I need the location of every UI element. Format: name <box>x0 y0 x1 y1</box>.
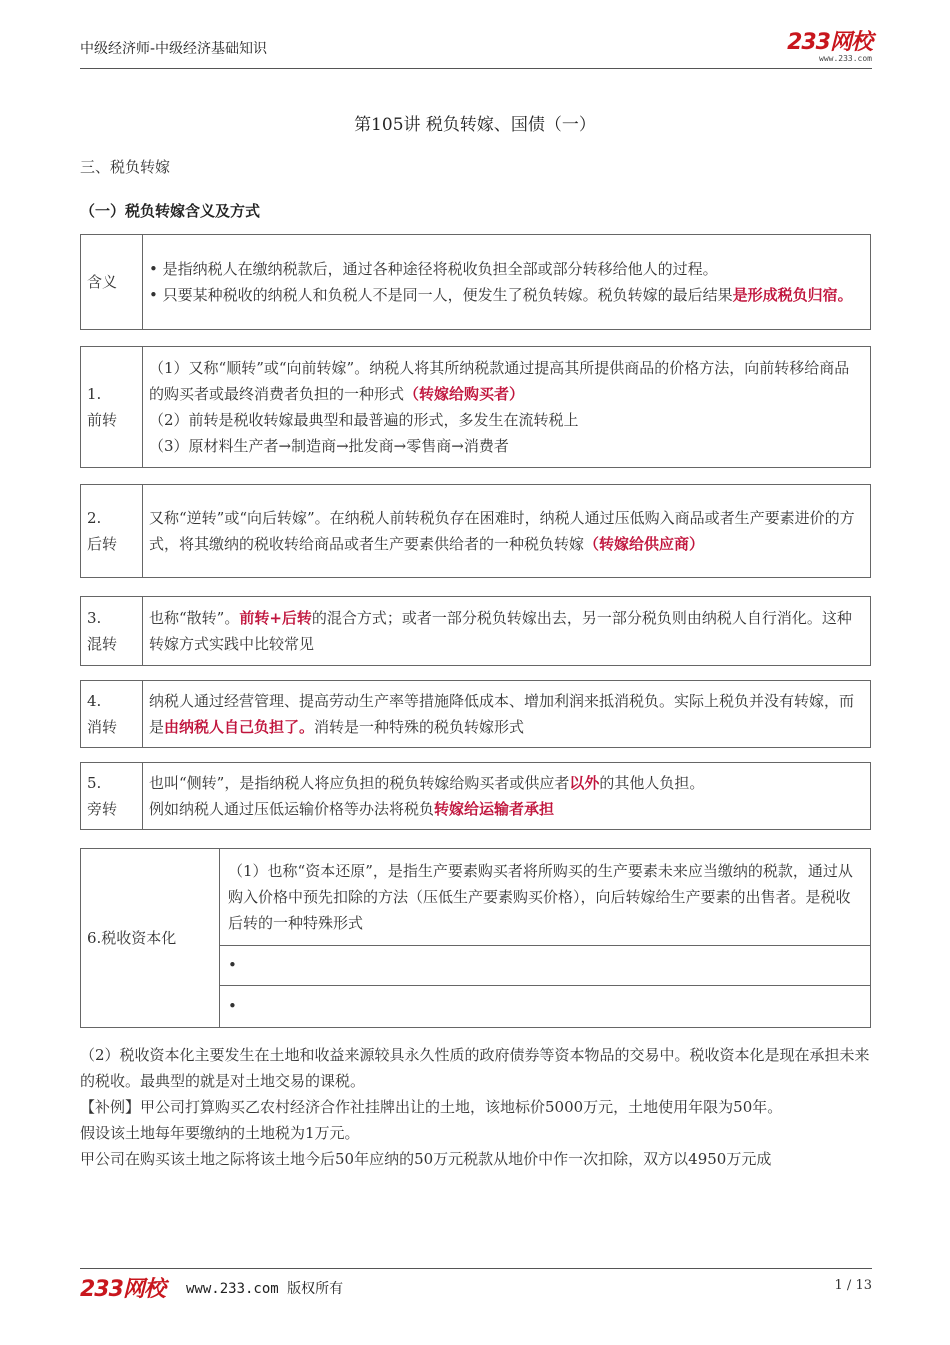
page-footer <box>80 1272 872 1302</box>
definition-line-2 <box>149 282 864 308</box>
backward-shift-table <box>80 484 871 578</box>
digest-shift-highlight: 由纳税人自己负担了。 <box>164 718 315 736</box>
paragraph-1: （2）税收资本化主要发生在土地和收益来源较具永久性质的政府债券等资本物品的交易中。税收资本化是现在承担未来的税收。最典型的就是对土地交易的课税。 <box>80 1046 870 1090</box>
forward-shift-highlight: （转嫁给购买者） <box>404 385 525 403</box>
side-shift-content <box>143 763 871 830</box>
tax-capitalization-point-1: （1）也称“资本还原”，是指生产要素购买者将所购买的生产要素未来应当缴纳的税款，通过从购入价格中预先扣除的方法（压低生产要素购买价格），向后转嫁给生产要素的出售者。是税收后转的一种特殊形式 <box>220 849 871 946</box>
paragraph-3: 假设该土地每年要缴纳的土地税为1万元。 <box>80 1124 360 1142</box>
footer-copyright: www.233.com 版权所有 <box>186 1281 344 1297</box>
forward-shift-point-2: （2）前转是税收转嫁最典型和最普遍的形式，多发生在流转税上 <box>149 411 579 429</box>
digest-shift-text-b: 消转是一种特殊的税负转嫁形式 <box>314 718 525 736</box>
digest-shift-table <box>80 680 871 748</box>
backward-shift-content <box>143 485 871 578</box>
side-shift-line-1 <box>149 770 864 796</box>
forward-shift-point-3: （3）原材料生产者→制造商→批发商→零售商→消费者 <box>149 437 509 455</box>
forward-shift-table <box>80 346 871 468</box>
header-divider <box>80 68 872 69</box>
definition-content <box>143 235 871 330</box>
mixed-shift-text-b: 的混合方式；或者一部分税负转嫁出去，另一部分税负则由纳税人自行消化。这种转嫁方式实践中比较常见 <box>149 609 852 653</box>
page-number: 1 / 13 <box>834 1278 872 1293</box>
tax-capitalization-table <box>80 848 871 1028</box>
tax-capitalization-bullet-2: • <box>220 985 871 1027</box>
mixed-shift-number: 3. <box>87 609 102 627</box>
body-text <box>80 1042 872 1172</box>
side-shift-highlight-1: 以外 <box>569 774 600 792</box>
footer-logo[interactable]: 233网校 <box>80 1277 165 1302</box>
side-shift-text-b: 的其他人负担。 <box>599 774 705 792</box>
footer-divider <box>80 1268 872 1269</box>
mixed-shift-highlight: 前转+后转 <box>239 609 312 627</box>
side-shift-name: 旁转 <box>87 800 118 818</box>
subsection-heading: （一）税负转嫁含义及方式 <box>80 202 261 220</box>
mixed-shift-content <box>143 597 871 666</box>
logo-url: www.233.com <box>819 54 872 63</box>
digest-shift-text-a: 纳税人通过经营管理、提高劳动生产率等措施降低成本、增加利润来抵消税负。实际上税负并没有转嫁，而是 <box>149 692 855 736</box>
digest-shift-name: 消转 <box>87 718 118 736</box>
forward-shift-label <box>81 347 143 468</box>
definition-label: 含义 <box>81 235 143 330</box>
side-shift-line-2 <box>149 796 864 822</box>
definition-table <box>80 234 871 330</box>
backward-shift-text: 又称“逆转”或“向后转嫁”。在纳税人前转税负存在困难时，纳税人通过压低购入商品或者生产要素进价的方式，将其缴纳的税收转给商品或者生产要素供给者的一种税负转嫁 <box>149 509 855 553</box>
forward-shift-point-1-text: （1）又称“顺转”或“向前转嫁”。纳税人将其所纳税款通过提高其所提供商品的价格方法，向前转移给商品的购买者或最终消费者负担的一种形式 <box>149 359 850 403</box>
forward-shift-point-1 <box>149 355 864 407</box>
backward-shift-number: 2. <box>87 509 102 527</box>
mixed-shift-table <box>80 596 871 666</box>
definition-line-2-text: • 只要某种税收的纳税人和负税人不是同一人，便发生了税负转嫁。税负转嫁的最后结果 <box>149 286 733 304</box>
side-shift-label <box>81 763 143 830</box>
backward-shift-name: 后转 <box>87 535 118 553</box>
paragraph-4: 甲公司在购买该土地之际将该土地今后50年应纳的50万元税款从地价中作一次扣除，双方以4950万元成 <box>80 1150 772 1168</box>
brand-logo[interactable] <box>787 32 872 64</box>
side-shift-number: 5. <box>87 774 102 792</box>
digest-shift-label <box>81 681 143 748</box>
mixed-shift-name: 混转 <box>87 635 118 653</box>
side-shift-highlight-2: 转嫁给运输者承担 <box>434 800 555 818</box>
paragraph-2: 【补例】甲公司打算购买乙农村经济合作社挂牌出让的土地，该地标价5000万元，土地使用年限为50年。 <box>80 1098 783 1116</box>
section-heading: 三、税负转嫁 <box>80 158 171 176</box>
mixed-shift-label <box>81 597 143 666</box>
tax-capitalization-bullet-1: • <box>220 945 871 985</box>
digest-shift-content <box>143 681 871 748</box>
side-shift-text-a: 也叫“侧转”，是指纳税人将应负担的税负转嫁给购买者或供应者 <box>149 774 570 792</box>
header-title: 中级经济师-中级经济基础知识 <box>80 41 268 57</box>
backward-shift-label <box>81 485 143 578</box>
forward-shift-name: 前转 <box>87 411 118 429</box>
forward-shift-number: 1. <box>87 385 102 403</box>
definition-line-1: • 是指纳税人在缴纳税款后，通过各种途径将税收负担全部或部分转移给他人的过程。 <box>149 260 718 278</box>
backward-shift-highlight: （转嫁给供应商） <box>584 535 705 553</box>
forward-shift-content <box>143 347 871 468</box>
definition-highlight: 是形成税负归宿。 <box>732 286 853 304</box>
logo-text: 233网校 <box>787 30 872 55</box>
digest-shift-number: 4. <box>87 692 102 710</box>
side-shift-table <box>80 762 871 830</box>
tax-capitalization-label: 6.税收资本化 <box>81 849 220 1028</box>
side-shift-text-c: 例如纳税人通过压低运输价格等办法将税负 <box>149 800 435 818</box>
mixed-shift-text-a: 也称“散转”。 <box>149 609 240 627</box>
page-header <box>80 32 872 68</box>
page-title: 第105讲 税负转嫁、国债（一） <box>354 115 596 135</box>
